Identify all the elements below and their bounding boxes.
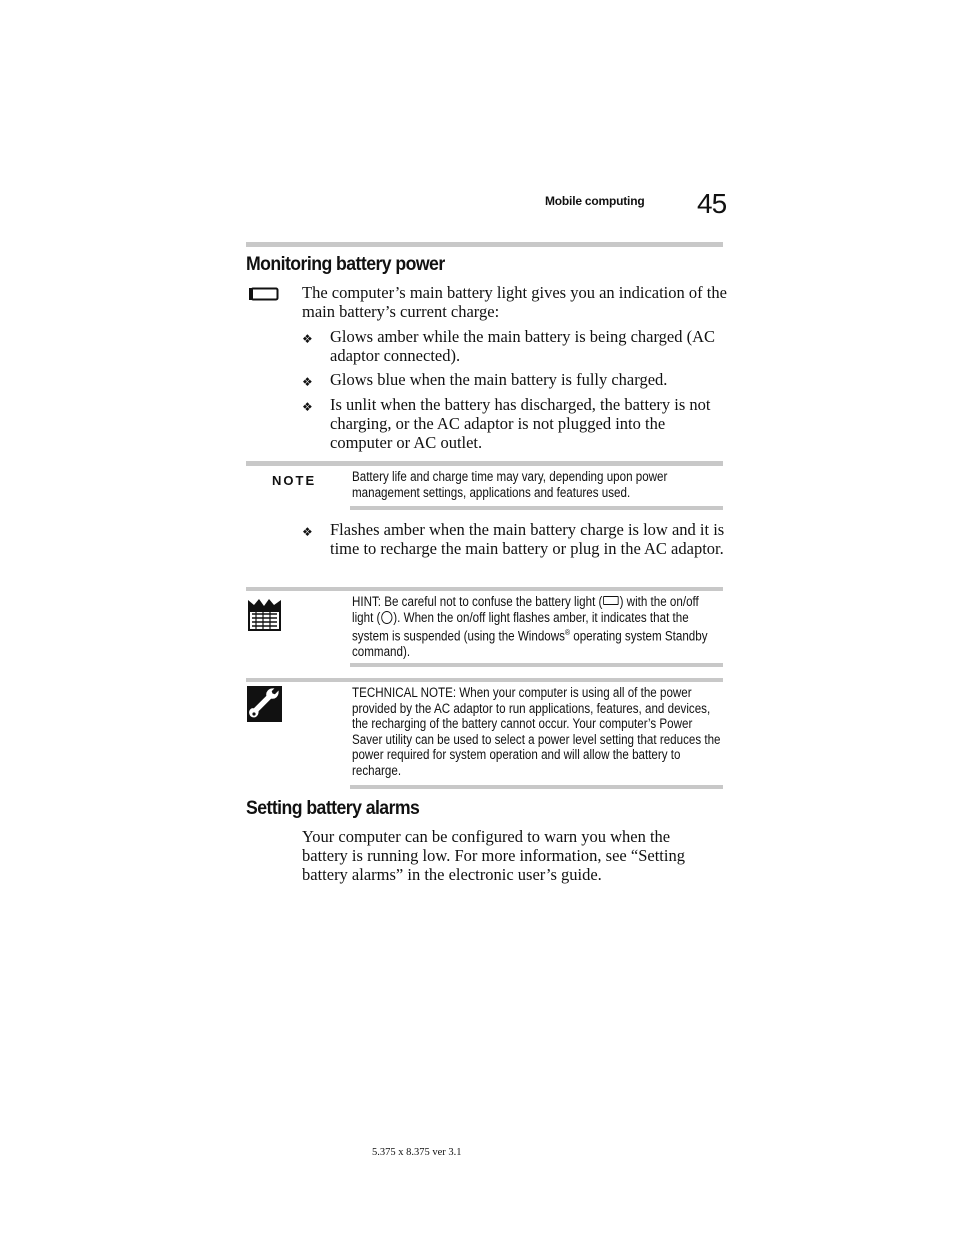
hint-text: HINT: Be careful not to confuse the battery light ( ) with the on/off light ( ). When the on/off light flashes amber, it indicates that the system is suspended (using the Windows® operating system Standby command). xyxy=(352,594,708,660)
section-rule xyxy=(246,242,723,247)
bullet-icon: ❖ xyxy=(302,375,313,389)
hint-bottom-rule xyxy=(350,663,723,667)
technote-top-rule xyxy=(246,678,723,682)
section-heading-alarms: Setting battery alarms xyxy=(246,798,420,819)
list-item: Is unlit when the battery has discharged, the battery is not charging, or the AC adaptor is not plugged into the computer or AC outlet. xyxy=(330,395,711,452)
hint-icon xyxy=(247,597,282,637)
hint-top-rule xyxy=(246,587,723,591)
intro-paragraph: The computer’s main battery light gives you an indication of the main battery’s current charge: xyxy=(302,283,727,321)
list-item: Flashes amber when the main battery charge is low and it is time to recharge the main battery or plug in the AC adaptor. xyxy=(330,520,725,558)
bullet-icon: ❖ xyxy=(302,525,313,539)
alarms-paragraph: Your computer can be configured to warn you when the battery is running low. For more information, see “Setting battery alarms” in the electronic user’s guide. xyxy=(302,827,685,884)
section-heading-monitoring: Monitoring battery power xyxy=(246,254,445,275)
note-bottom-rule xyxy=(350,506,723,510)
wrench-icon xyxy=(247,686,282,727)
list-item: Glows blue when the main battery is fully charged. xyxy=(330,370,668,389)
technote-bottom-rule xyxy=(350,785,723,789)
page-number: 45 xyxy=(697,188,727,219)
footer-version: 5.375 x 8.375 ver 3.1 xyxy=(372,1147,462,1158)
running-title: Mobile computing xyxy=(545,194,645,208)
bullet-icon: ❖ xyxy=(302,400,313,414)
battery-icon xyxy=(603,596,618,605)
battery-icon xyxy=(248,287,280,308)
power-icon xyxy=(381,611,392,624)
note-top-rule xyxy=(246,461,723,466)
bullet-icon: ❖ xyxy=(302,332,313,346)
list-item: Glows amber while the main battery is being charged (AC adaptor connected). xyxy=(330,327,716,365)
technical-note-text: TECHNICAL NOTE: When your computer is using all of the power provided by the AC adaptor to run applications, features, and devices, the recharging of the battery cannot occur. Your computer’s Power Saver utility can be used to select a power level setting that reduces the power required for system operation and will allow the battery to recharge. xyxy=(352,685,721,778)
note-icon: NOTE xyxy=(272,473,317,488)
note-text: Battery life and charge time may vary, depending upon power management settings, applications and features used. xyxy=(352,469,668,500)
